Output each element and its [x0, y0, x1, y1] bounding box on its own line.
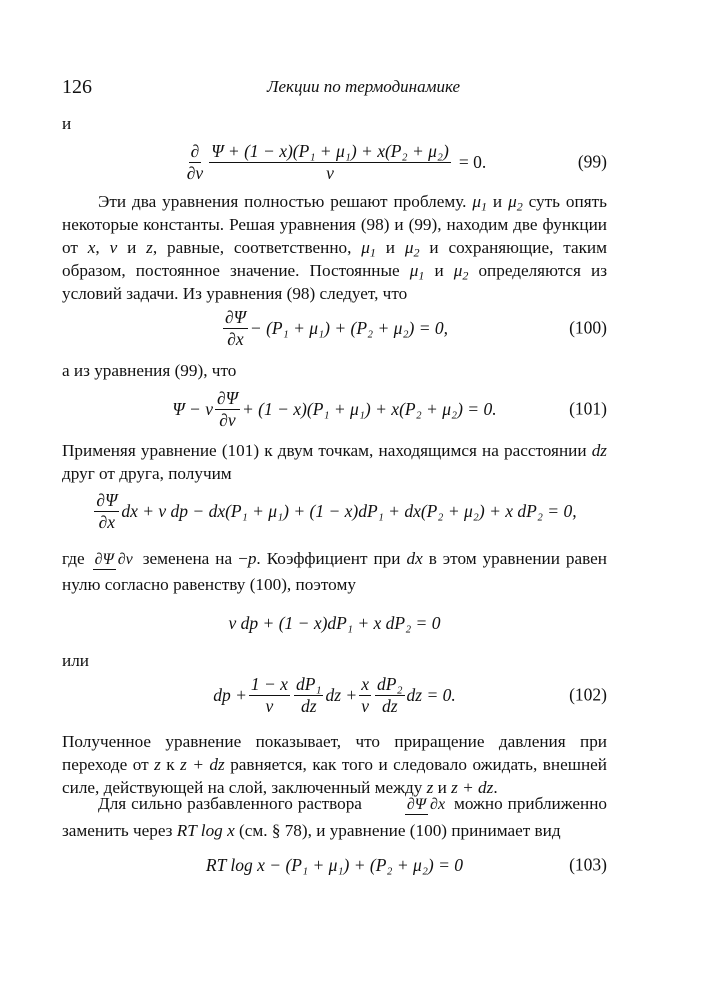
eq102-mid: dz + — [325, 684, 358, 705]
eq101-lead: Ψ − v — [172, 398, 214, 419]
page-number: 126 — [62, 76, 92, 98]
eq101-fraction: $\frac{\partial\Psi}{\partial v}$ — [217, 388, 238, 430]
equation-102 — [62, 670, 607, 720]
where-fraction: ∂Ψ ∂v — [94, 550, 133, 568]
eqdiff-fraction: $\frac{\partial\Psi}{\partial x}$ — [96, 490, 118, 532]
eq99-operator: $\frac{\partial}{\partial v}$ — [186, 141, 204, 183]
eq102-lead: dp + — [213, 684, 247, 705]
running-title: Лекции по термодинамике — [266, 77, 461, 96]
eq99-fraction: $\frac{\text{Ψ + (1 − x)(P₁ + μ₁) + x(P₂ + μ₂)}}{v}$ — [211, 141, 449, 183]
equation-101 — [62, 384, 607, 434]
eqdiff-rest: dx + v dp − dx(P₁ + μ₁) + (1 − x)dP₁ + dx(P₂ + μ₂) + x dP₂ = 0, — [121, 500, 577, 521]
equation-number-103: (103) — [569, 854, 607, 875]
dilute-fraction: ∂Ψ ∂x — [406, 795, 446, 813]
equation-number-99: (99) — [577, 151, 607, 172]
eq101-rest: + (1 − x)(P₁ + μ₁) + x(P₂ + μ₂) = 0. — [241, 398, 497, 419]
equation-number-102: (102) — [569, 684, 607, 705]
eq102-frac1: $\frac{1 - x}{v}$ — [250, 674, 288, 716]
eq100-fraction: $\frac{\partial\Psi}{\partial x}$ — [224, 307, 246, 349]
paragraph-apply: Применяя уравнение (101) к двум точкам, находящимся на расстоянии dz друг от друга, получим — [62, 441, 607, 483]
paragraph-solution: Эти два уравнения полностью решают проблему. $\mu_1$ и $\mu_2$ суть опять некоторые константы. Решая уравнения (98) и (99), находим две функции от x, v и z, равные, соответственно, $\mu_1$ и $\mu_2$ и сохраняющие, таким образом, постоянное значение. Постоянные $\mu_1$ и $\mu_2$ определяются из условий задачи. Из уравнения (98) следует, что — [62, 192, 608, 303]
equation-100 — [62, 303, 607, 353]
text-and: и — [62, 114, 72, 133]
equation-differential — [62, 486, 607, 536]
equation-99 — [62, 137, 607, 187]
equation-number-100: (100) — [569, 317, 607, 338]
eq102-frac4: $\frac{\text{dP₂}}{dz}$ — [377, 674, 403, 716]
equation-103: RT log x − (P₁ + μ₁) + (P₂ + μ₂) = 0 (103) — [205, 854, 607, 875]
equation-number-101: (101) — [569, 398, 607, 419]
text-from-99: а из уравнения (99), что — [62, 361, 237, 380]
paragraph-dilute: Для сильно разбавленного раствора ∂Ψ ∂x можно приближенно заменить через RT log x (см. § 78), и уравнение (100) принимает вид — [62, 794, 607, 840]
eq100-rest: − (P₁ + μ₁) + (P₂ + μ₂) = 0, — [249, 317, 449, 338]
equation-simplified: v dp + (1 − x)dP₁ + x dP₂ = 0 — [228, 612, 441, 633]
eq102-frac3: $\frac{x}{v}$ — [361, 674, 370, 716]
eq102-tail: dz = 0. — [406, 684, 456, 705]
eq102-frac2: $\frac{\text{dP₁}}{dz}$ — [295, 674, 322, 716]
paragraph-where: где ∂Ψ ∂v земенена на −p. Коэффициент при dx в этом уравнении равен нулю согласно равенству (100), поэтому — [62, 549, 607, 594]
eq99-rhs: = 0. — [458, 151, 487, 172]
paragraph-result: Полученное уравнение показывает, что приращение давления при переходе от z к z + dz равняется, как того и следовало ожидать, внешней силе, действующей на слой, заключенный между z и z + dz. — [62, 732, 607, 797]
text-or: или — [62, 651, 89, 670]
